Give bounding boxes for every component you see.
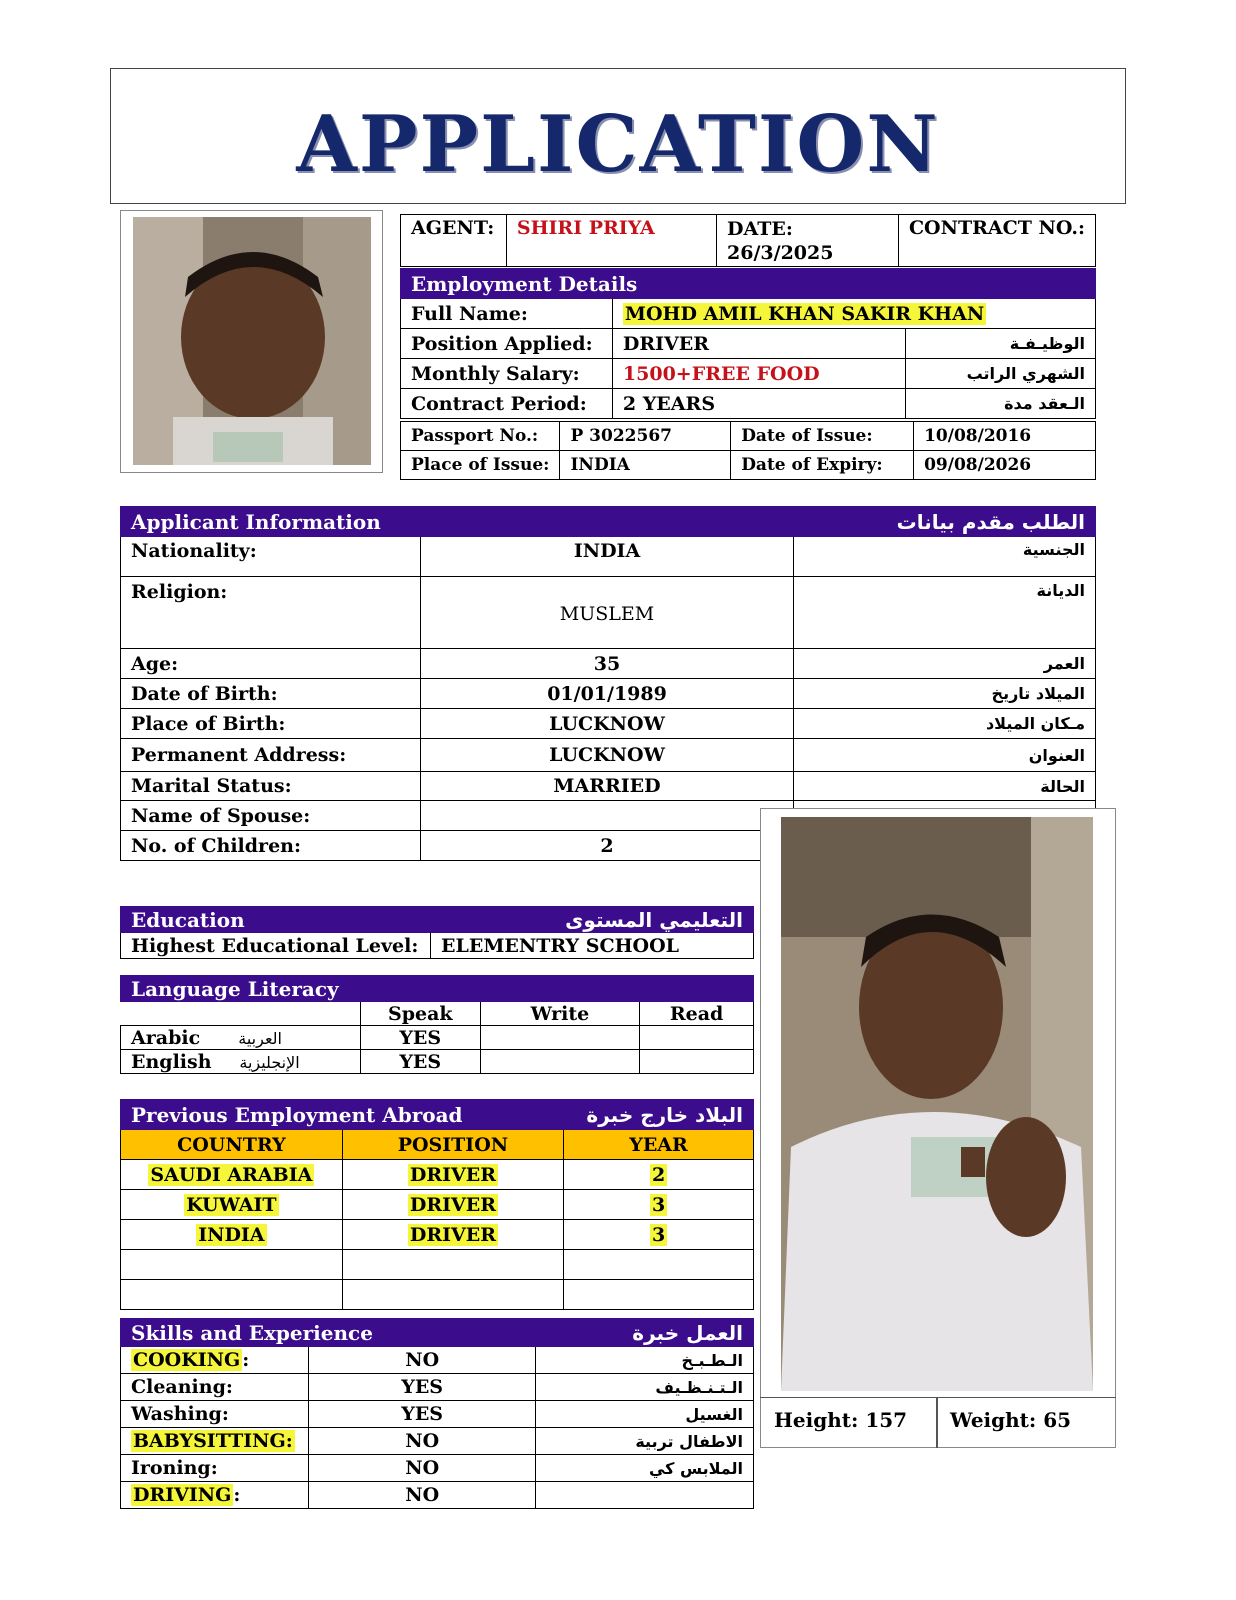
language-name: Arabic [131, 1026, 201, 1049]
weight-value: Weight: 65 [950, 1408, 1072, 1432]
children-value: 2 [420, 831, 793, 861]
religion-label-ar: الديانة [794, 577, 1096, 649]
address-label: Permanent Address: [121, 739, 421, 772]
skill-value: NO [308, 1482, 535, 1509]
applicant-photo-small [120, 210, 383, 473]
skill-label: COOKING : [121, 1347, 309, 1374]
skill-label-ar: الغسيل [536, 1401, 754, 1428]
title-box [110, 68, 1126, 204]
table-row [121, 1280, 754, 1310]
skill-value: NO [308, 1455, 535, 1482]
table-row [121, 1347, 754, 1374]
spouse-value [420, 801, 793, 831]
place-label: Place of Issue: [401, 451, 560, 480]
employment-header: Employment Details [401, 269, 1096, 299]
language-name: English [131, 1050, 212, 1073]
date-value: 26/3/2025 [727, 242, 834, 264]
table-row [401, 329, 1096, 359]
applicant-header-ar: الطلب مقدم بيانات [794, 507, 1096, 537]
agent-label: AGENT: [401, 215, 507, 267]
issue-date-value: 10/08/2016 [914, 422, 1096, 451]
country-header: COUNTRY [121, 1130, 343, 1160]
table-row [121, 679, 1096, 709]
height-value: Height: 157 [774, 1408, 908, 1432]
education-table [120, 906, 754, 959]
table-row [121, 1026, 754, 1050]
year-cell [564, 1280, 754, 1310]
education-header-ar: التعليمي المستوى [431, 907, 754, 933]
skill-label-ar: الملابس كي [536, 1455, 754, 1482]
dob-label-ar: الميلاد تاريخ [794, 679, 1096, 709]
write-header: Write [480, 1002, 640, 1026]
children-label: No. of Children: [121, 831, 421, 861]
language-name-ar: العربية [238, 1028, 282, 1048]
year-cell [564, 1250, 754, 1280]
table-row [121, 772, 1096, 801]
skills-header: Skills and Experience [121, 1319, 536, 1347]
place-value: INDIA [560, 451, 731, 480]
year-cell: 3 [564, 1190, 754, 1220]
table-row [401, 359, 1096, 389]
country-cell [121, 1250, 343, 1280]
table-row [401, 299, 1096, 329]
country-cell [121, 1280, 343, 1310]
applicant-header: Applicant Information [121, 507, 794, 537]
read-header: Read [640, 1002, 754, 1026]
applicant-photo-large [760, 808, 1116, 1448]
agent-table [400, 214, 1096, 267]
position-value: DRIVER [612, 329, 905, 359]
arabic-speak: YES [360, 1026, 480, 1050]
full-name-label: Full Name: [401, 299, 613, 329]
skill-label-ar [536, 1482, 754, 1509]
table-row [121, 537, 1096, 577]
table-row [121, 649, 1096, 679]
previous-employment-table [120, 1099, 754, 1310]
table-row [121, 1160, 754, 1190]
dob-value: 01/01/1989 [420, 679, 793, 709]
table-row [121, 1050, 754, 1074]
table-row [121, 577, 1096, 649]
divider [936, 1398, 938, 1448]
position-label-ar: الوظيـفـة [906, 329, 1096, 359]
nationality-value: INDIA [420, 537, 793, 577]
religion-value: MUSLEM [420, 577, 793, 649]
english-write [480, 1050, 640, 1074]
table-row [121, 1220, 754, 1250]
age-label-ar: العمر [794, 649, 1096, 679]
religion-label: Religion: [121, 577, 421, 649]
agent-value: SHIRI PRIYA [506, 215, 716, 267]
table-row [121, 1250, 754, 1280]
dob-label: Date of Birth: [121, 679, 421, 709]
expiry-label: Date of Expiry: [731, 451, 914, 480]
age-label: Age: [121, 649, 421, 679]
skill-label-ar: الـطـبـخ [536, 1347, 754, 1374]
full-name-value: MOHD AMIL KHAN SAKIR KHAN [612, 299, 1095, 329]
empty-cell [121, 1002, 361, 1026]
language-header: Language Literacy [121, 976, 754, 1002]
position-cell: DRIVER [342, 1190, 563, 1220]
skill-label: Cleaning: [121, 1374, 309, 1401]
position-header: POSITION [342, 1130, 563, 1160]
position-cell: DRIVER [342, 1220, 563, 1250]
country-cell: INDIA [121, 1220, 343, 1250]
salary-label-ar: الشهري الراتب [906, 359, 1096, 389]
position-cell: DRIVER [342, 1160, 563, 1190]
table-row [401, 451, 1096, 480]
arabic-read [640, 1026, 754, 1050]
employment-table [400, 268, 1096, 419]
speak-header: Speak [360, 1002, 480, 1026]
language-table [120, 975, 754, 1074]
skill-value: YES [308, 1374, 535, 1401]
marital-label: Marital Status: [121, 772, 421, 801]
marital-label-ar: الحالة [794, 772, 1096, 801]
skill-label-ar: الاطفال تربية [536, 1428, 754, 1455]
arabic-write [480, 1026, 640, 1050]
expiry-value: 09/08/2026 [914, 451, 1096, 480]
skills-table [120, 1318, 754, 1509]
table-row [121, 1130, 754, 1160]
country-cell: SAUDI ARABIA [121, 1160, 343, 1190]
passport-label: Passport No.: [401, 422, 560, 451]
year-cell: 3 [564, 1220, 754, 1250]
table-row [121, 1374, 754, 1401]
table-row [121, 1455, 754, 1482]
country-cell: KUWAIT [121, 1190, 343, 1220]
skill-value: NO [308, 1347, 535, 1374]
education-value: ELEMENTRY SCHOOL [431, 933, 754, 959]
skill-label-ar: الـتـنـظـيف [536, 1374, 754, 1401]
education-header: Education [121, 907, 431, 933]
contract-label: CONTRACT NO.: [898, 215, 1095, 267]
contract-period-value: 2 YEARS [612, 389, 905, 419]
date-cell [717, 215, 899, 267]
page-title: APPLICATION [296, 99, 940, 190]
skill-value: YES [308, 1401, 535, 1428]
skill-label: Ironing: [121, 1455, 309, 1482]
table-row [121, 709, 1096, 739]
skill-label: DRIVING : [121, 1482, 309, 1509]
passport-value: P 3022567 [560, 422, 731, 451]
skill-label: BABYSITTING: [121, 1428, 309, 1455]
table-row [121, 933, 754, 959]
year-cell: 2 [564, 1160, 754, 1190]
language-arabic [121, 1026, 361, 1050]
table-row [121, 739, 1096, 772]
language-name-ar: الإنجليزية [239, 1052, 300, 1072]
pob-label-ar: مـكان الميلاد [794, 709, 1096, 739]
table-row [121, 1190, 754, 1220]
measurement-row [760, 1397, 1116, 1447]
issue-date-label: Date of Issue: [731, 422, 914, 451]
previous-header: Previous Employment Abroad [121, 1100, 564, 1130]
table-row [121, 1428, 754, 1455]
language-english [121, 1050, 361, 1074]
english-read [640, 1050, 754, 1074]
address-value: LUCKNOW [420, 739, 793, 772]
table-row [121, 1002, 754, 1026]
address-label-ar: العنوان [794, 739, 1096, 772]
table-row [121, 1401, 754, 1428]
english-speak: YES [360, 1050, 480, 1074]
contract-period-label: Contract Period: [401, 389, 613, 419]
date-label: DATE: [727, 218, 793, 240]
position-cell [342, 1250, 563, 1280]
age-value: 35 [420, 649, 793, 679]
year-header: YEAR [564, 1130, 754, 1160]
previous-header-ar: البلاد خارج خبرة [564, 1100, 754, 1130]
passport-table [400, 421, 1096, 480]
skill-value: NO [308, 1428, 535, 1455]
nationality-label: Nationality: [121, 537, 421, 577]
table-row [401, 389, 1096, 419]
skills-header-ar: العمل خبرة [536, 1319, 754, 1347]
table-row [401, 422, 1096, 451]
marital-value: MARRIED [420, 772, 793, 801]
pob-label: Place of Birth: [121, 709, 421, 739]
spouse-label: Name of Spouse: [121, 801, 421, 831]
table-row [121, 1482, 754, 1509]
education-label: Highest Educational Level: [121, 933, 431, 959]
pob-value: LUCKNOW [420, 709, 793, 739]
contract-period-label-ar: الـعقد مدة [906, 389, 1096, 419]
position-cell [342, 1280, 563, 1310]
salary-value: 1500+FREE FOOD [612, 359, 905, 389]
nationality-label-ar: الجنسية [794, 537, 1096, 577]
position-label: Position Applied: [401, 329, 613, 359]
salary-label: Monthly Salary: [401, 359, 613, 389]
skill-label: Washing: [121, 1401, 309, 1428]
